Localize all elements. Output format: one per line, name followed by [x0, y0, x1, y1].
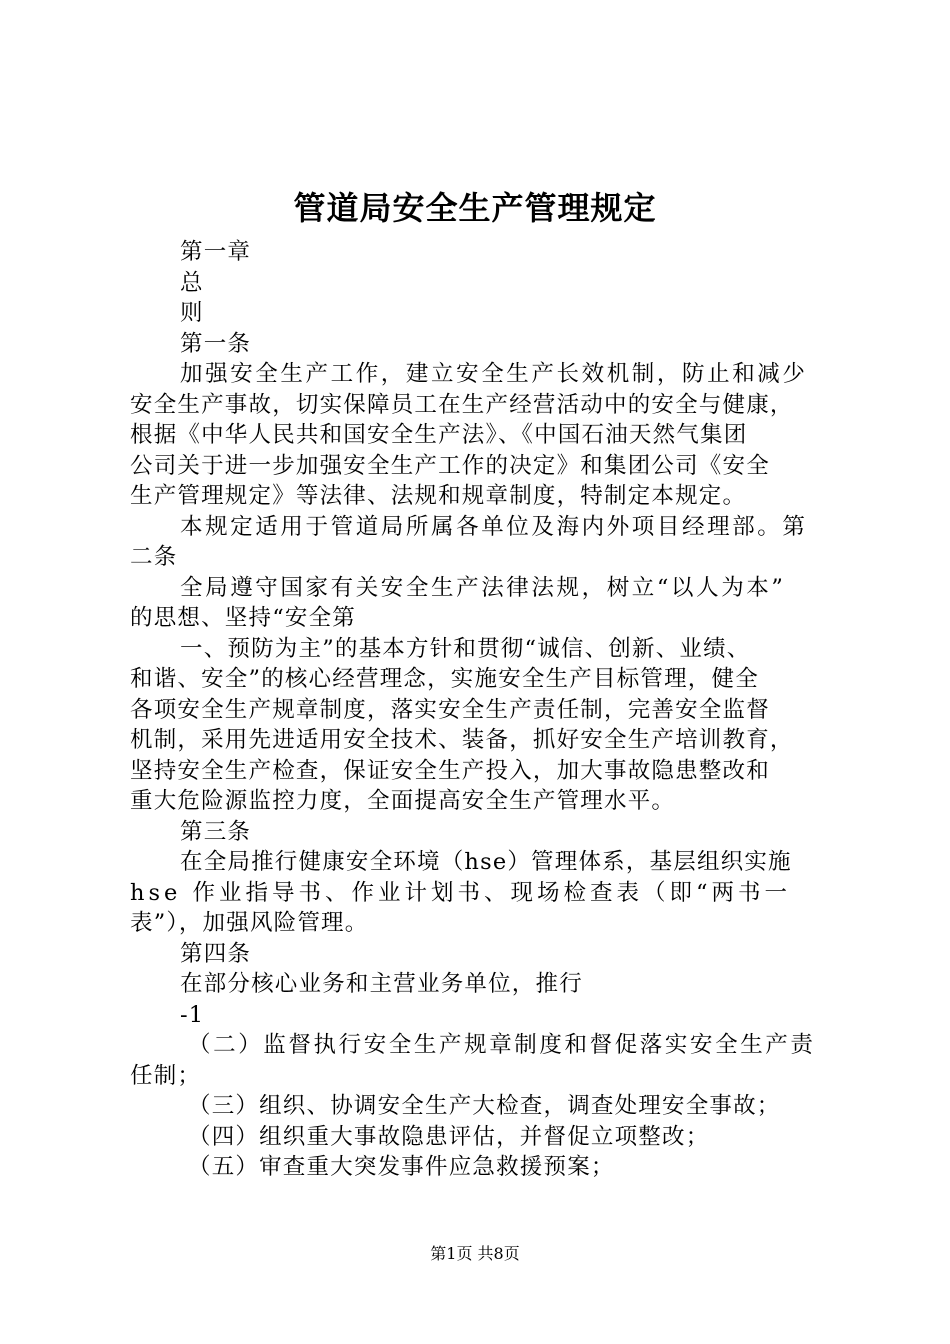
- paragraph-line: 根据《中华人民共和国安全生产法》、《中国石油天然气集团: [130, 422, 748, 448]
- list-item: （二）监督执行安全生产规章制度和督促落实安全生产责: [188, 1032, 816, 1058]
- paragraph-line: 各项安全生产规章制度，落实安全生产责任制，完善安全监督: [130, 696, 770, 723]
- article-heading: 第一条: [180, 330, 252, 357]
- paragraph-line: 全局遵守国家有关安全生产法律法规，树立“以人为本”: [180, 574, 786, 601]
- list-item: （四）组织重大事故隐患评估，并督促立项整改；: [188, 1123, 710, 1150]
- paragraph-line: 表”），加强风险管理。: [130, 910, 369, 936]
- paragraph-line: 加强安全生产工作，建立安全生产长效机制，防止和减少: [180, 361, 808, 387]
- page-marker: -1: [180, 1001, 205, 1028]
- chapter-heading-part: 则: [180, 300, 204, 326]
- article-heading: 第四条: [180, 940, 252, 967]
- chapter-heading: 第一章: [180, 239, 252, 265]
- paragraph-line: 重大危险源监控力度，全面提高安全生产管理水平。: [130, 788, 676, 814]
- paragraph-line: 的思想、坚持“安全第: [130, 605, 357, 631]
- document-title: 管道局安全生产管理规定: [293, 189, 657, 227]
- paragraph-line: 二条: [130, 544, 178, 570]
- paragraph-line: 一、预防为主”的基本方针和贯彻“诚信、创新、业绩、: [180, 635, 751, 662]
- document-body: [130, 237, 830, 1183]
- paragraph-line: 和谐、安全”的核心经营理念，实施安全生产目标管理，健全: [130, 666, 759, 692]
- list-item: （五）审查重大突发事件应急救援预案；: [188, 1154, 615, 1180]
- paragraph-line: 公司关于进一步加强安全生产工作的决定》和集团公司《安全: [130, 452, 770, 479]
- paragraph-line: hse 作业指导书、作业计划书、现场检查表（即“两书一: [130, 879, 792, 906]
- article-heading: 第三条: [180, 818, 252, 845]
- list-item: （三）组织、协调安全生产大检查，调查处理安全事故；: [188, 1093, 781, 1119]
- paragraph-line: 坚持安全生产检查，保证安全生产投入，加大事故隐患整改和: [130, 757, 770, 784]
- list-item-continuation: 任制；: [130, 1062, 202, 1089]
- paragraph-line: 生产管理规定》等法律、法规和规章制度，特制定本规定。: [130, 483, 747, 509]
- paragraph-line: 在部分核心业务和主营业务单位，推行: [180, 971, 583, 997]
- page-number-footer: 第1页 共8页: [430, 1244, 520, 1263]
- paragraph-line: 本规定适用于管道局所属各单位及海内外项目经理部。第: [180, 513, 808, 540]
- paragraph-line: 安全生产事故，切实保障员工在生产经营活动中的安全与健康，: [130, 391, 794, 418]
- paragraph-line: 在全局推行健康安全环境（hse）管理体系，基层组织实施: [180, 849, 792, 875]
- chapter-heading-part: 总: [180, 269, 204, 296]
- paragraph-line: 机制，采用先进适用安全技术、装备，抓好安全生产培训教育，: [130, 727, 794, 753]
